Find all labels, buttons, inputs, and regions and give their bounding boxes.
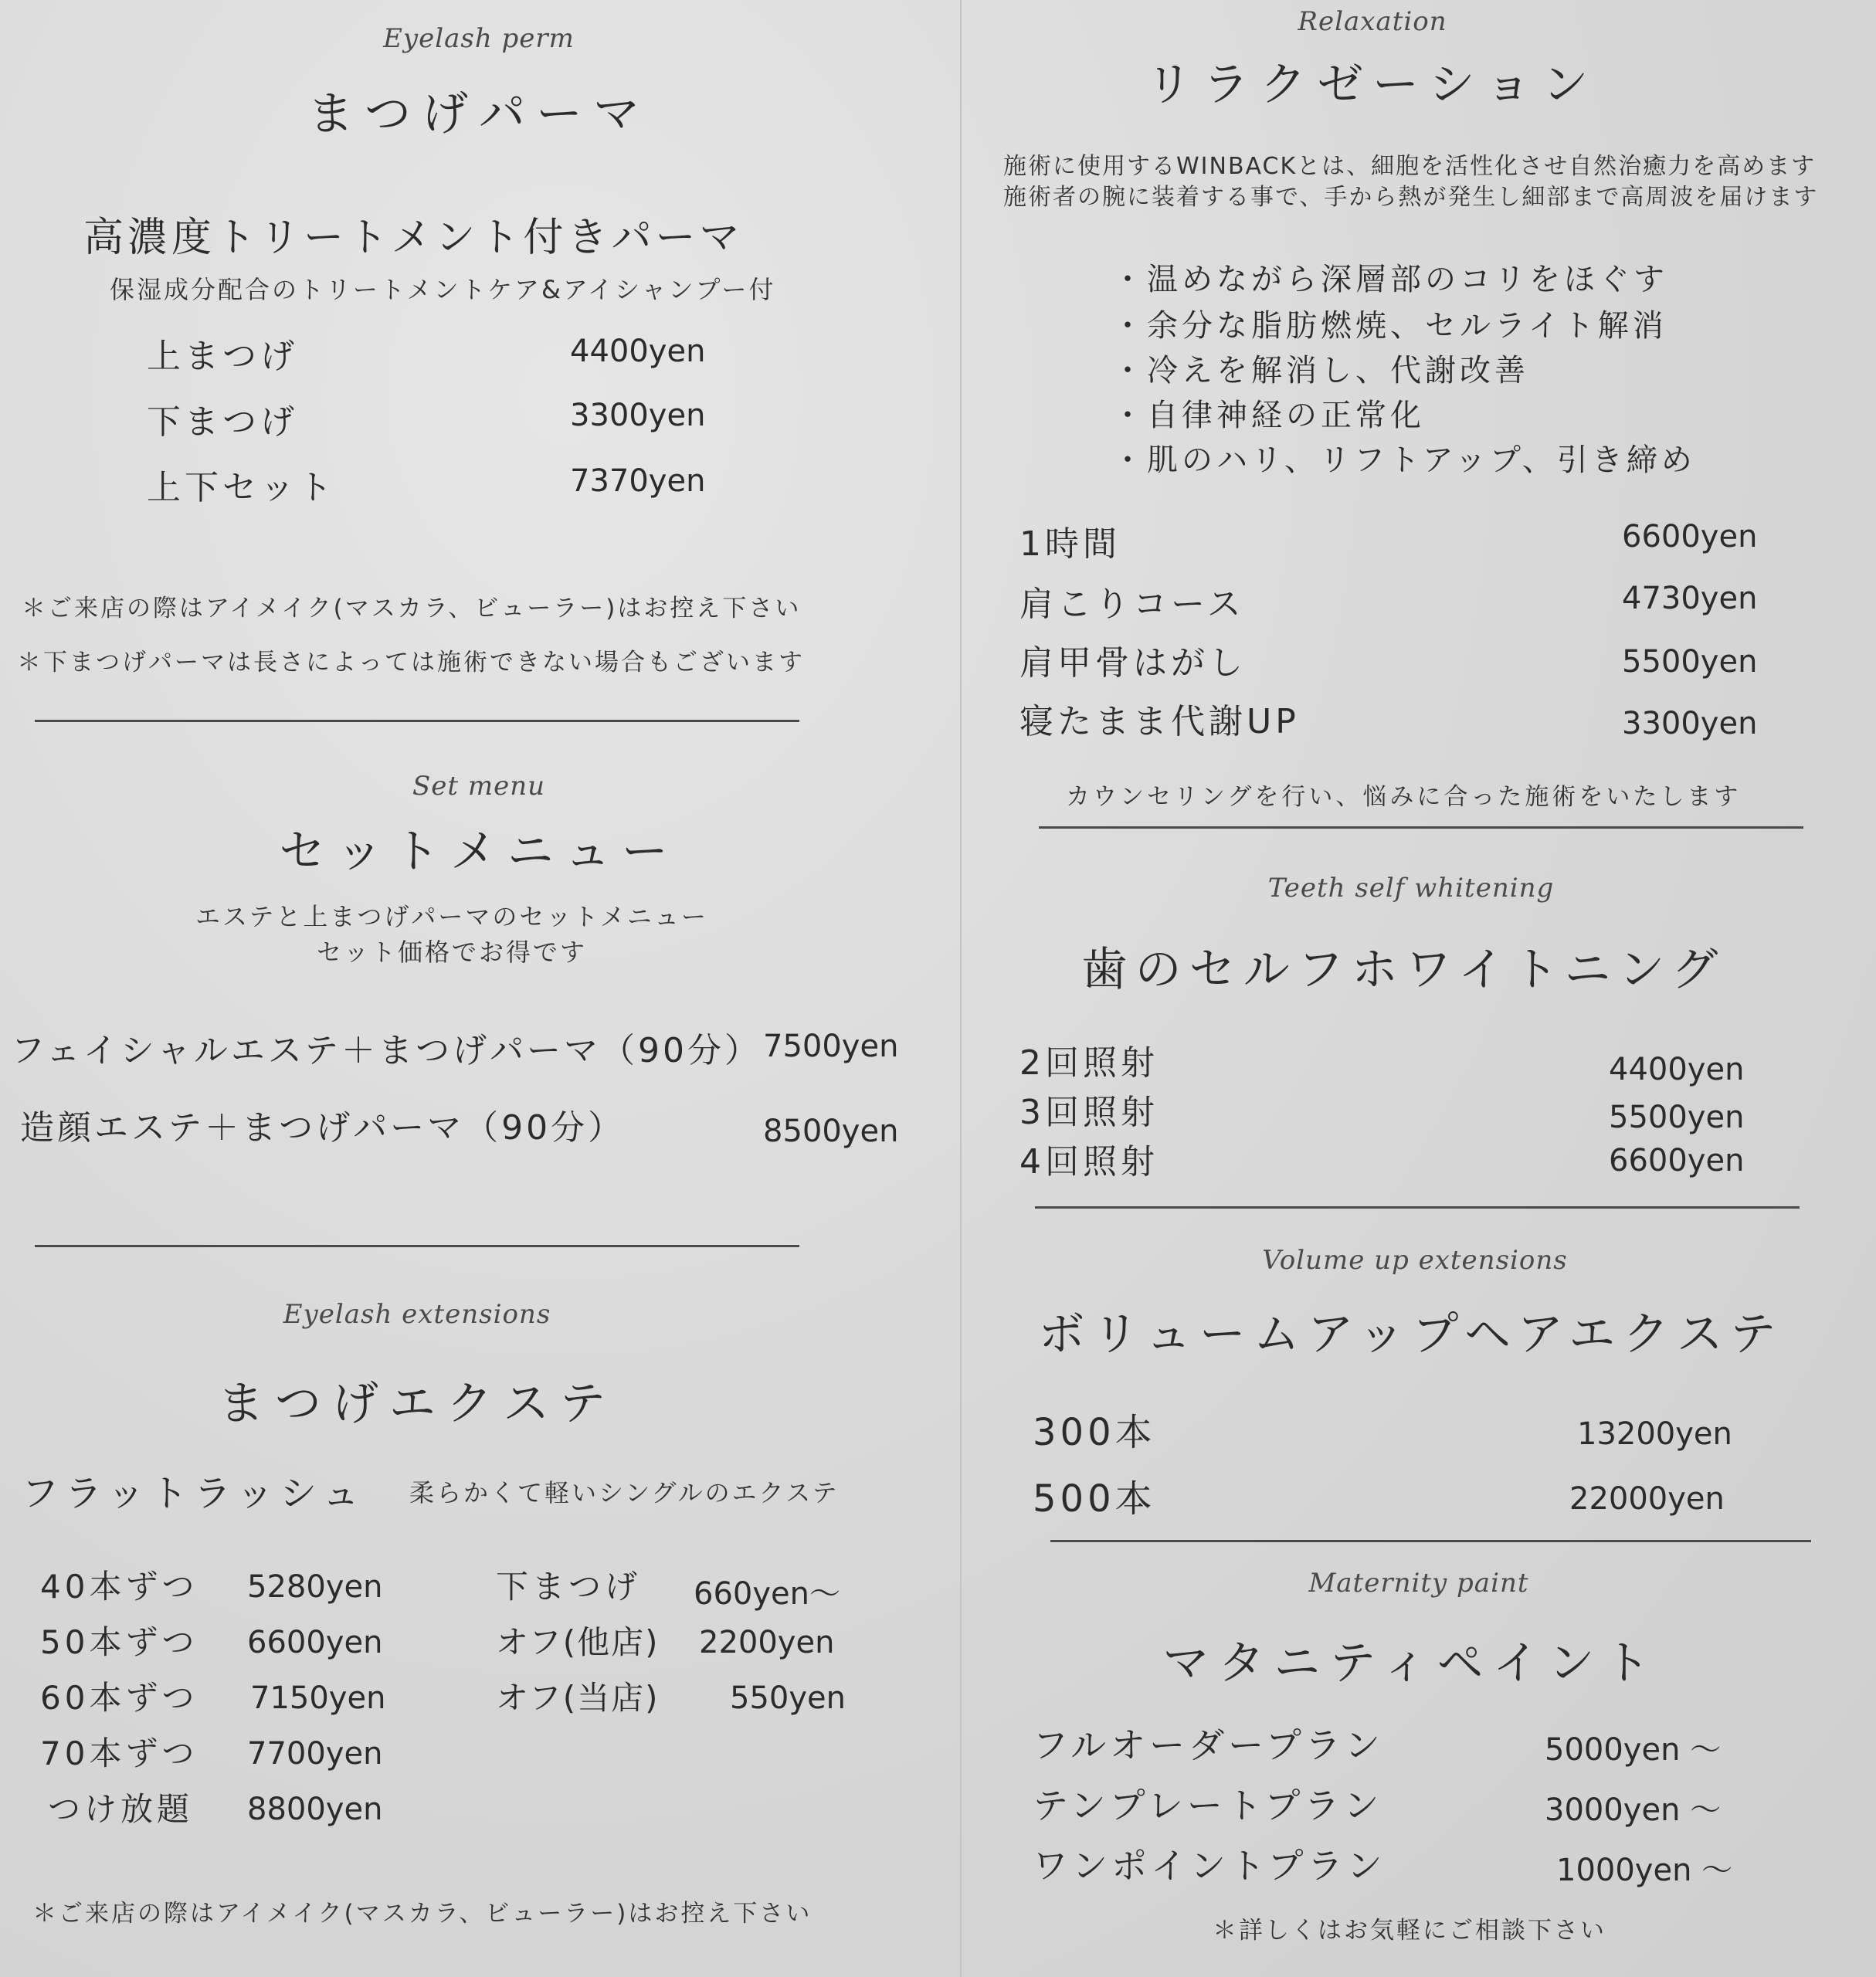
eyelash-ext-script: Eyelash extensions	[283, 1299, 551, 1330]
volume-script: Volume up extensions	[1262, 1245, 1568, 1276]
ext-item-price: 7150yen	[250, 1680, 386, 1716]
eyelash-perm-subtitle: 高濃度トリートメント付きパーマ	[83, 215, 744, 261]
volume-item-name: 300本	[1033, 1411, 1156, 1454]
relaxation-script: Relaxation	[1298, 6, 1447, 37]
perm-item-price: 3300yen	[570, 398, 706, 433]
whitening-item-name: 4回照射	[1019, 1142, 1159, 1182]
maternity-item-name: フルオーダープラン	[1033, 1724, 1384, 1766]
relaxation-title: リラクゼーション	[1145, 58, 1600, 112]
maternity-item-price: 1000yen 〜	[1556, 1853, 1733, 1888]
eyelash-ext-title: まつげエクステ	[217, 1377, 617, 1431]
set-menu-desc: エステと上まつげパーマのセットメニュー	[195, 902, 709, 931]
volume-item-price: 13200yen	[1577, 1416, 1732, 1452]
set-menu-title: セットメニュー	[279, 825, 679, 879]
whitening-item-price: 4400yen	[1609, 1052, 1745, 1087]
relaxation-item-price: 6600yen	[1622, 519, 1758, 554]
maternity-item-price: 5000yen 〜	[1545, 1732, 1722, 1768]
section-divider	[1035, 1206, 1800, 1209]
ext-option-price: 660yen〜	[694, 1576, 840, 1612]
ext-item-name: つけ放題	[48, 1790, 194, 1828]
right-column	[962, 0, 1876, 1977]
ext-option-name: オフ(他店)	[496, 1623, 660, 1661]
ext-item-name: 40本ずつ	[40, 1568, 198, 1606]
ext-item-price: 8800yen	[247, 1792, 383, 1827]
relaxation-item-name: 寝たまま代謝UP	[1019, 702, 1300, 741]
relaxation-item-name: 1時間	[1019, 524, 1121, 564]
set-item-price: 7500yen	[763, 1029, 899, 1064]
perm-item-price: 7370yen	[570, 463, 706, 499]
section-divider	[35, 1245, 799, 1247]
maternity-note: ＊詳しくはお気軽にご相談下さい	[1213, 1917, 1606, 1945]
set-menu-desc: セット価格でお得です	[316, 938, 587, 967]
perm-note: ＊ご来店の際はアイメイク(マスカラ、ビューラー)はお控え下さい	[22, 595, 802, 622]
ext-option-name: 下まつげ	[496, 1568, 642, 1606]
relaxation-bullet: ・温めながら深層部のコリをほぐす	[1112, 262, 1668, 297]
maternity-item-price: 3000yen 〜	[1545, 1792, 1722, 1828]
volume-item-price: 22000yen	[1569, 1481, 1725, 1517]
eyelash-perm-title: まつげパーマ	[307, 87, 650, 141]
ext-item-name: 60本ずつ	[40, 1679, 198, 1717]
relaxation-bullet: ・余分な脂肪燃焼、セルライト解消	[1112, 308, 1667, 344]
relaxation-item-price: 4730yen	[1622, 581, 1758, 616]
relaxation-desc: 施術者の腕に装着する事で、手から熱が発生し細部まで高周波を届けます	[1003, 184, 1819, 211]
relaxation-item-price: 5500yen	[1622, 644, 1758, 680]
ext-note: ＊ご来店の際はアイメイク(マスカラ、ビューラー)はお控え下さい	[32, 1900, 812, 1928]
whitening-item-name: 2回照射	[1019, 1043, 1159, 1083]
relaxation-desc: 施術に使用するWINBACKとは、細胞を活性化させ自然治癒力を高めます	[1003, 153, 1817, 180]
flat-lash-desc: 柔らかくて軽いシングルのエクステ	[409, 1478, 840, 1507]
relaxation-item-name: 肩甲骨はがし	[1019, 643, 1247, 683]
whitening-script: Teeth self whitening	[1267, 873, 1555, 904]
perm-item-name: 上下セット	[147, 468, 336, 507]
whitening-item-name: 3回照射	[1019, 1093, 1159, 1132]
section-divider	[1039, 826, 1803, 829]
perm-item-price: 4400yen	[570, 334, 706, 369]
set-item-name: フェイシャルエステ＋まつげパーマ（90分）	[11, 1031, 762, 1070]
relaxation-item-name: 肩こりコース	[1019, 585, 1245, 624]
relaxation-item-price: 3300yen	[1622, 706, 1758, 741]
relaxation-bullet: ・冷えを解消し、代謝改善	[1112, 353, 1529, 388]
section-divider	[35, 720, 799, 722]
ext-item-price: 5280yen	[247, 1569, 383, 1605]
relaxation-note: カウンセリングを行い、悩みに合った施術をいたします	[1066, 783, 1742, 811]
ext-item-name: 50本ずつ	[40, 1623, 198, 1661]
set-menu-script: Set menu	[412, 771, 546, 802]
set-item-price: 8500yen	[763, 1114, 899, 1149]
eyelash-perm-description: 保湿成分配合のトリートメントケア&アイシャンプー付	[110, 275, 776, 304]
section-divider	[1050, 1540, 1811, 1542]
perm-item-name: 上まつげ	[147, 337, 298, 376]
set-item-name: 造顔エステ＋まつげパーマ（90分）	[20, 1108, 626, 1148]
ext-option-price: 2200yen	[699, 1625, 835, 1660]
maternity-item-name: ワンポイントプラン	[1033, 1845, 1386, 1887]
whitening-title: 歯のセルフホワイトニング	[1080, 943, 1726, 997]
ext-item-price: 7700yen	[247, 1736, 383, 1772]
relaxation-bullet: ・肌のハリ、リフトアップ、引き締め	[1112, 443, 1696, 478]
ext-item-price: 6600yen	[247, 1625, 383, 1660]
volume-title: ボリュームアップヘアエクステ	[1038, 1307, 1784, 1362]
whitening-item-price: 5500yen	[1609, 1100, 1745, 1135]
eyelash-perm-script: Eyelash perm	[383, 23, 575, 54]
whitening-item-price: 6600yen	[1609, 1143, 1745, 1178]
maternity-script: Maternity paint	[1308, 1568, 1529, 1599]
flat-lash-name: フラットラッシュ	[22, 1472, 366, 1515]
perm-note: ＊下まつげパーマは長さによっては施術できない場合もございます	[17, 649, 805, 677]
ext-option-name: オフ(当店)	[496, 1679, 660, 1717]
ext-item-name: 70本ずつ	[40, 1735, 198, 1772]
volume-item-name: 500本	[1033, 1477, 1156, 1521]
maternity-title: マタニティペイント	[1162, 1636, 1660, 1690]
maternity-item-name: テンプレートプラン	[1033, 1785, 1383, 1826]
ext-option-price: 550yen	[730, 1680, 846, 1716]
perm-item-name: 下まつげ	[147, 402, 298, 442]
relaxation-bullet: ・自律神経の正常化	[1112, 398, 1425, 433]
